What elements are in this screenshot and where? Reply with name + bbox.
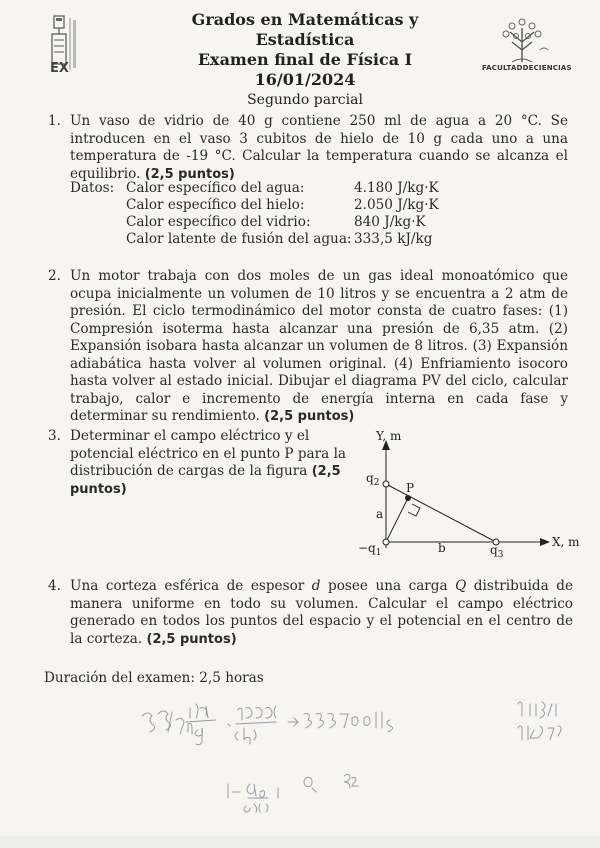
datos-key: Calor específico del vidrio: bbox=[126, 214, 311, 230]
exam-duration: Duración del examen: 2,5 horas bbox=[44, 670, 264, 686]
datos-key: Calor específico del hielo: bbox=[126, 197, 305, 213]
charge-q2 bbox=[383, 481, 389, 487]
faculty-logo-text: FACULTADDECIENCIAS bbox=[482, 64, 572, 72]
x-axis-label: X, m bbox=[552, 535, 580, 549]
datos-value: 2.050 J/kg·K bbox=[354, 197, 439, 213]
problem-statement-a: Una corteza esférica de espesor bbox=[70, 578, 312, 594]
p-label: P bbox=[406, 481, 415, 495]
faculty-tree-icon bbox=[482, 14, 562, 64]
header-titles bbox=[140, 10, 470, 110]
right-angle-mark bbox=[408, 504, 420, 516]
exam-date: 16/01/2024 bbox=[254, 70, 356, 89]
university-logo-icon bbox=[44, 12, 106, 74]
q1-label: $-q_1$ bbox=[358, 541, 382, 558]
exam-title: Examen final de Física I bbox=[197, 50, 413, 69]
problem-text bbox=[70, 428, 360, 498]
header bbox=[0, 0, 600, 108]
datos-key: Calor latente de fusión del agua: bbox=[126, 231, 352, 247]
problem-points: (2,5 puntos) bbox=[70, 464, 341, 497]
variable-d: d bbox=[311, 578, 321, 594]
problem-number: 3. bbox=[48, 428, 61, 444]
svg-text:EX: EX bbox=[50, 61, 69, 76]
q3-label: $q_3$ bbox=[490, 543, 504, 560]
charge-distribution-figure bbox=[356, 428, 580, 568]
datos-key: Calor específico del agua: bbox=[126, 180, 305, 196]
exam-partial: Segundo parcial bbox=[247, 92, 363, 108]
problem-number: 1. bbox=[48, 113, 61, 129]
charge-q1 bbox=[383, 539, 389, 545]
faculty-logo bbox=[482, 14, 572, 86]
a-label: a bbox=[376, 507, 384, 521]
hypotenuse-line bbox=[386, 484, 496, 542]
datos-value: 840 J/kg·K bbox=[354, 214, 426, 230]
datos-label: Datos: bbox=[70, 180, 115, 196]
problem-statement-c: distribuida de manera uniforme en todo su volumen. Calcular el campo eléctrico generado en todos los puntos del espacio y el potencial en el centro de la corteza. bbox=[70, 578, 573, 647]
x-axis-arrow-icon bbox=[540, 538, 550, 546]
problem-text bbox=[70, 268, 568, 426]
y-axis-label: Y, m bbox=[376, 429, 402, 443]
problem-statement: Determinar el campo eléctrico y el potencial eléctrico en el punto P para la distribución de cargas de la figura bbox=[70, 428, 347, 479]
datos-value: 333,5 kJ/kg bbox=[354, 231, 433, 247]
problem-points: (2,5 puntos) bbox=[146, 631, 237, 647]
datos-value: 4.180 J/kg·K bbox=[354, 180, 439, 196]
course-title: Grados en Matemáticas y Estadística bbox=[191, 10, 419, 49]
problem-points: (2,5 puntos) bbox=[264, 409, 355, 424]
problem-number: 4. bbox=[48, 578, 61, 594]
problem-points: (2,5 puntos) bbox=[144, 166, 235, 182]
perpendicular-line bbox=[386, 498, 408, 542]
problem-statement: Un vaso de vidrio de 40 g contiene 250 ml de agua a 20 °C. Se introducen en el vaso 3 cubitos de hielo de 10 g cada uno a una temperatura de -19 °C. Calcular la temperatura cuando se alcanza el equilibrio. bbox=[70, 113, 568, 182]
problem-text bbox=[70, 578, 573, 648]
problem-statement: Un motor trabaja con dos moles de un gas ideal monoatómico que ocupa inicialmente un volumen de 10 litros y se encuentra a 2 atm de presión. El ciclo termodinámico del motor consta de cuatro fases: (1) Compresión isoterma hasta alcanzar una presión de 6,35 atm. (2) Expansión isobara hasta alcanzar un volumen de 8 litros. (3) Expansión adiabática hasta volver al volumen original. (4) Enfriamiento isocoro hasta volver al estado inicial. Dibujar el diagrama PV del ciclo, calcular trabajo, calor e incremento de energía interna en cada fase y determinar su rendimiento. bbox=[70, 268, 568, 424]
variable-q: Q bbox=[455, 578, 467, 594]
problem-statement-b: posee una carga bbox=[320, 578, 456, 594]
b-label: b bbox=[438, 541, 446, 555]
handwritten-notes bbox=[0, 680, 600, 840]
problem-number: 2. bbox=[48, 268, 61, 284]
point-p bbox=[405, 495, 411, 501]
problem-text bbox=[70, 113, 568, 183]
q2-label: $q_2$ bbox=[366, 471, 380, 488]
